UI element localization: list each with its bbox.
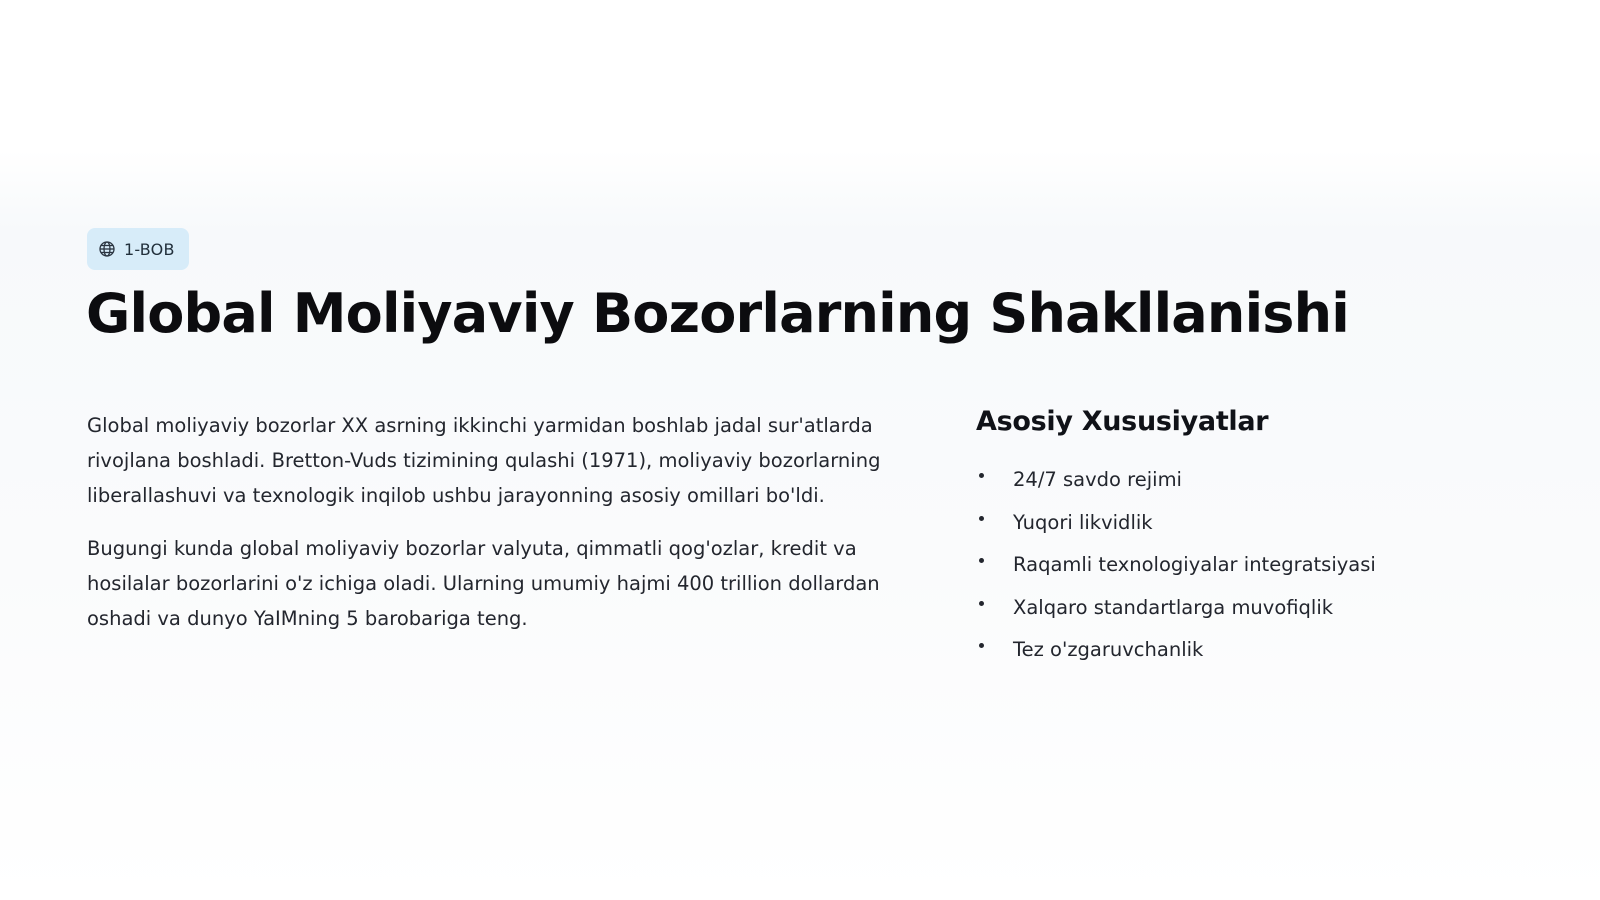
- globe-icon: [98, 240, 116, 258]
- bullet-icon: [979, 601, 984, 606]
- feature-label: Yuqori likvidlik: [1013, 510, 1153, 534]
- bullet-icon: [979, 516, 984, 521]
- intro-paragraph: Bugungi kunda global moliyaviy bozorlar valyuta, qimmatli qog'ozlar, kredit va hosilalar bozorlarini o'z ichiga oladi. Ularning umumiy hajmi 400 trillion dollardan oshadi va dunyo YaIMning 5 barobariga teng.: [87, 537, 880, 630]
- feature-item: [976, 587, 1536, 630]
- intro-text: [87, 408, 927, 654]
- feature-item: [976, 629, 1536, 672]
- feature-label: 24/7 savdo rejimi: [1013, 468, 1182, 491]
- intro-paragraph: Global moliyaviy bozorlar XX asrning ikkinchi yarmidan boshlab jadal sur'atlarda rivojlana boshladi. Bretton-Vuds tizimining qulashi (1971), moliyaviy bozorlarning liberallashuvi va texnologik inqilob ushbu jarayonning asosiy omillari bo'ldi.: [87, 414, 881, 507]
- page-title: Global Moliyaviy Bozorlarning Shakllanishi: [86, 282, 1349, 345]
- feature-item: [976, 459, 1536, 502]
- feature-label: Xalqaro standartlarga muvofiqlik: [1013, 595, 1334, 619]
- feature-item: [976, 544, 1536, 587]
- features-title: Asosiy Xususiyatlar: [976, 406, 1269, 437]
- feature-label: Raqamli texnologiyalar integratsiyasi: [1013, 553, 1376, 576]
- bullet-icon: [979, 558, 984, 563]
- features-panel: [976, 399, 1536, 672]
- bullet-icon: [979, 473, 984, 478]
- chapter-label: 1-BOB: [124, 239, 175, 259]
- feature-item: [976, 502, 1536, 545]
- feature-label: Tez o'zgaruvchanlik: [1013, 638, 1204, 661]
- chapter-badge: [87, 228, 189, 270]
- bullet-icon: [979, 643, 984, 648]
- features-list: [976, 459, 1536, 672]
